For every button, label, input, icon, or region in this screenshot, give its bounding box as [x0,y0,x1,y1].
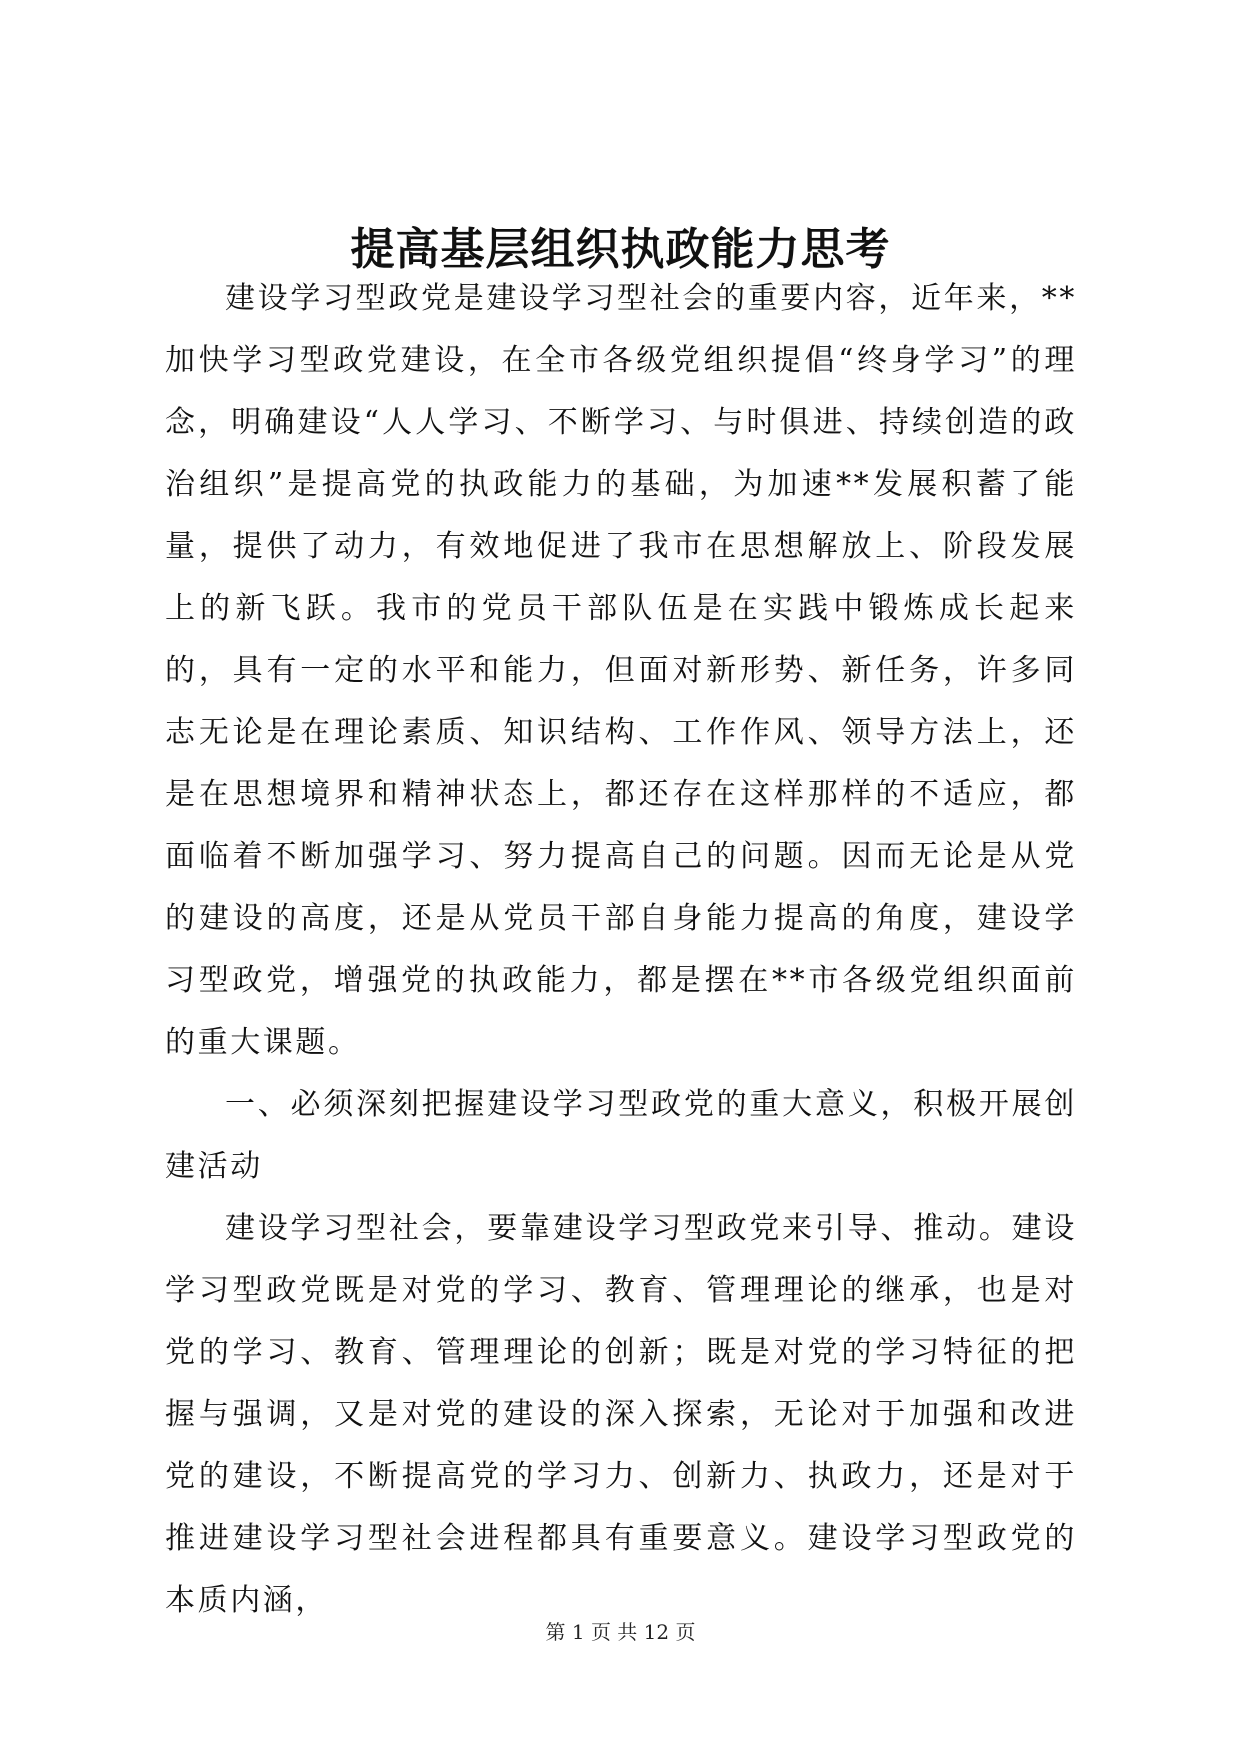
section-heading-1: 一、必须深刻把握建设学习型政党的重大意义，积极开展创建活动 [165,1087,1077,1184]
paragraph-section-1: 建设学习型社会，要靠建设学习型政党来引导、推动。建设学习型政党既是对党的学习、教育、管理理论的继承，也是对党的学习、教育、管理理论的创新；既是对党的学习特征的把握与强调，又是对党的建设的深入探索，无论对于加强和改进党的建设，不断提高党的学习力、创新力、执政力，还是对于推进建设学习型社会进程都具有重要意义。建设学习型政党的本质内涵， [165,1211,1077,1618]
paragraph-intro: 建设学习型政党是建设学习型社会的重要内容，近年来，**加快学习型政党建设，在全市各级党组织提倡“终身学习”的理念，明确建设“人人学习、不断学习、与时俱进、持续创造的政治组织”是提高党的执政能力的基础，为加速**发展积蓄了能量，提供了动力，有效地促进了我市在思想解放上、阶段发展上的新飞跃。我市的党员干部队伍是在实践中锻炼成长起来的，具有一定的水平和能力，但面对新形势、新任务，许多同志无论是在理论素质、知识结构、工作作风、领导方法上，还是在思想境界和精神状态上，都还存在这样那样的不适应，都面临着不断加强学习、努力提高自己的问题。因而无论是从党的建设的高度，还是从党员干部自身能力提高的角度，建设学习型政党，增强党的执政能力，都是摆在**市各级党组织面前的重大课题。 [165,281,1077,1060]
page-number-footer: 第 1 页 共 12 页 [545,1620,696,1644]
document-body [165,268,1077,1632]
document-title: 提高基层组织执政能力思考 [350,224,891,275]
